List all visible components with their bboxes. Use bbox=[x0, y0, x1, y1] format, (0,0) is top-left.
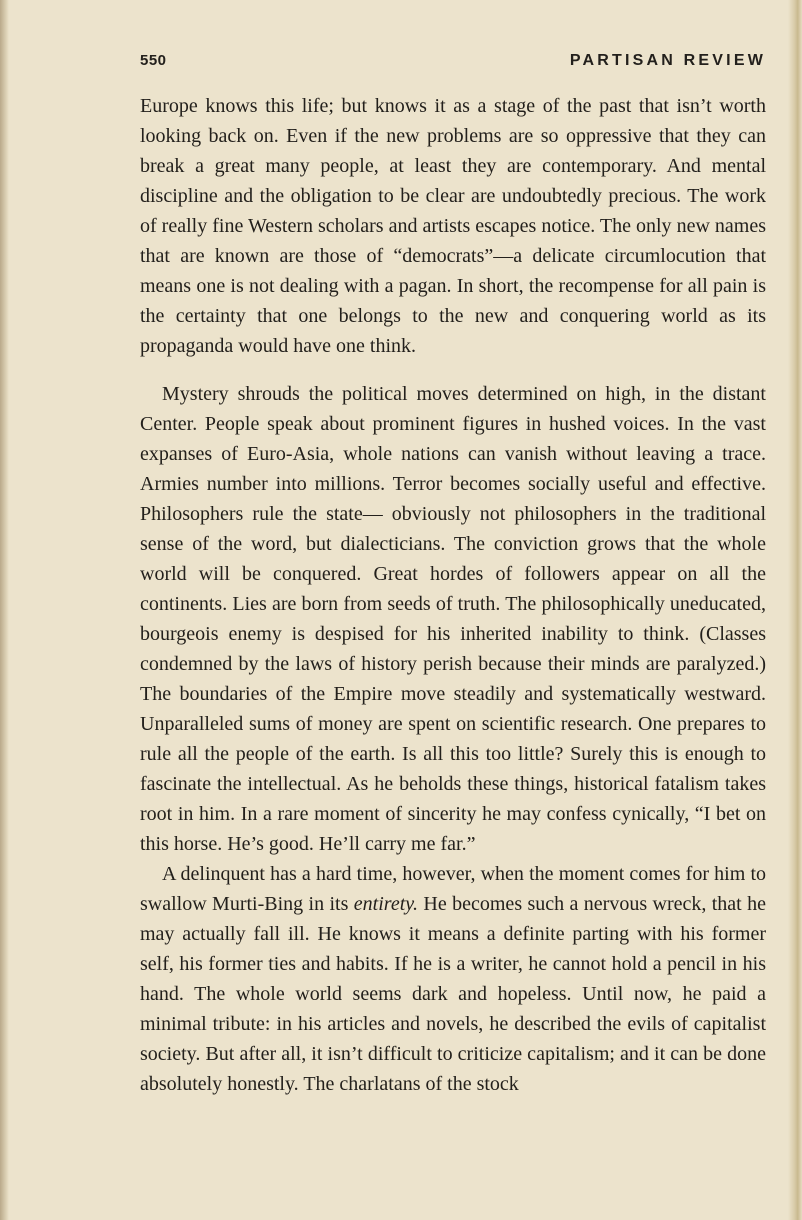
journal-title: PARTISAN REVIEW bbox=[569, 52, 766, 69]
running-head bbox=[140, 52, 766, 72]
paragraph-1: Europe knows this life; but knows it as a stage of the past that isn’t worth looking back on. Even if the new problems are so oppressive that they can break a great many people, at least they are contemporary. And mental discipline and the obligation to be clear are undoubtedly precious. The work of really fine Western scholars and artists escapes notice. The only new names that are known are those of “democrats”—a delicate circumlocution that means one is not dealing with a pagan. In short, the recompense for all pain is the certainty that one belongs to the new and conquering world as its propaganda would have one think. bbox=[140, 95, 766, 357]
paragraph-2: Mystery shrouds the political moves determined on high, in the distant Center. People speak about prominent figures in hushed voices. In the vast expanses of Euro-Asia, whole nations can vanish without leaving a trace. Armies number into millions. Terror becomes socially useful and effective. Philosophers rule the state— obviously not philosophers in the traditional sense of the word, but dialecticians. The conviction grows that the whole world will be conquered. Great hordes of followers appear on all the continents. Lies are born from seeds of truth. The philosophically uneducated, bourgeois enemy is despised for his inherited inability to think. (Classes condemned by the laws of history perish because their minds are paralyzed.) The boundaries of the Empire move steadily and systematically westward. Unparalleled sums of money are spent on scientific research. One prepares to rule all the people of the earth. Is all this too little? Surely this is enough to fascinate the intellectual. As he beholds these things, historical fatalism takes root in him. In a rare moment of sincerity he may confess cynically, “I bet on this horse. He’s good. He’ll carry me far.” bbox=[140, 383, 766, 855]
paragraph-3 bbox=[140, 859, 766, 1099]
paragraph-3-text-start: A delinquent has a hard time, however, when the moment comes for him to swallow Murti-Bing in its bbox=[140, 863, 766, 915]
page-number: 550 bbox=[140, 52, 167, 69]
emphasis-entirety: entirety. bbox=[353, 893, 419, 915]
body-text bbox=[140, 91, 766, 1099]
paragraph-3-text-end: He becomes such a nervous wreck, that he may actually fall ill. He knows it means a definite parting with his former self, his former ties and habits. If he is a writer, he cannot hold a pencil in his hand. The whole world seems dark and hopeless. Until now, he paid a minimal tribute: in his articles and novels, he described the evils of capitalist society. But after all, it isn’t difficult to criticize capitalism; and it can be done absolutely honestly. The charlatans of the stock bbox=[140, 893, 766, 1095]
